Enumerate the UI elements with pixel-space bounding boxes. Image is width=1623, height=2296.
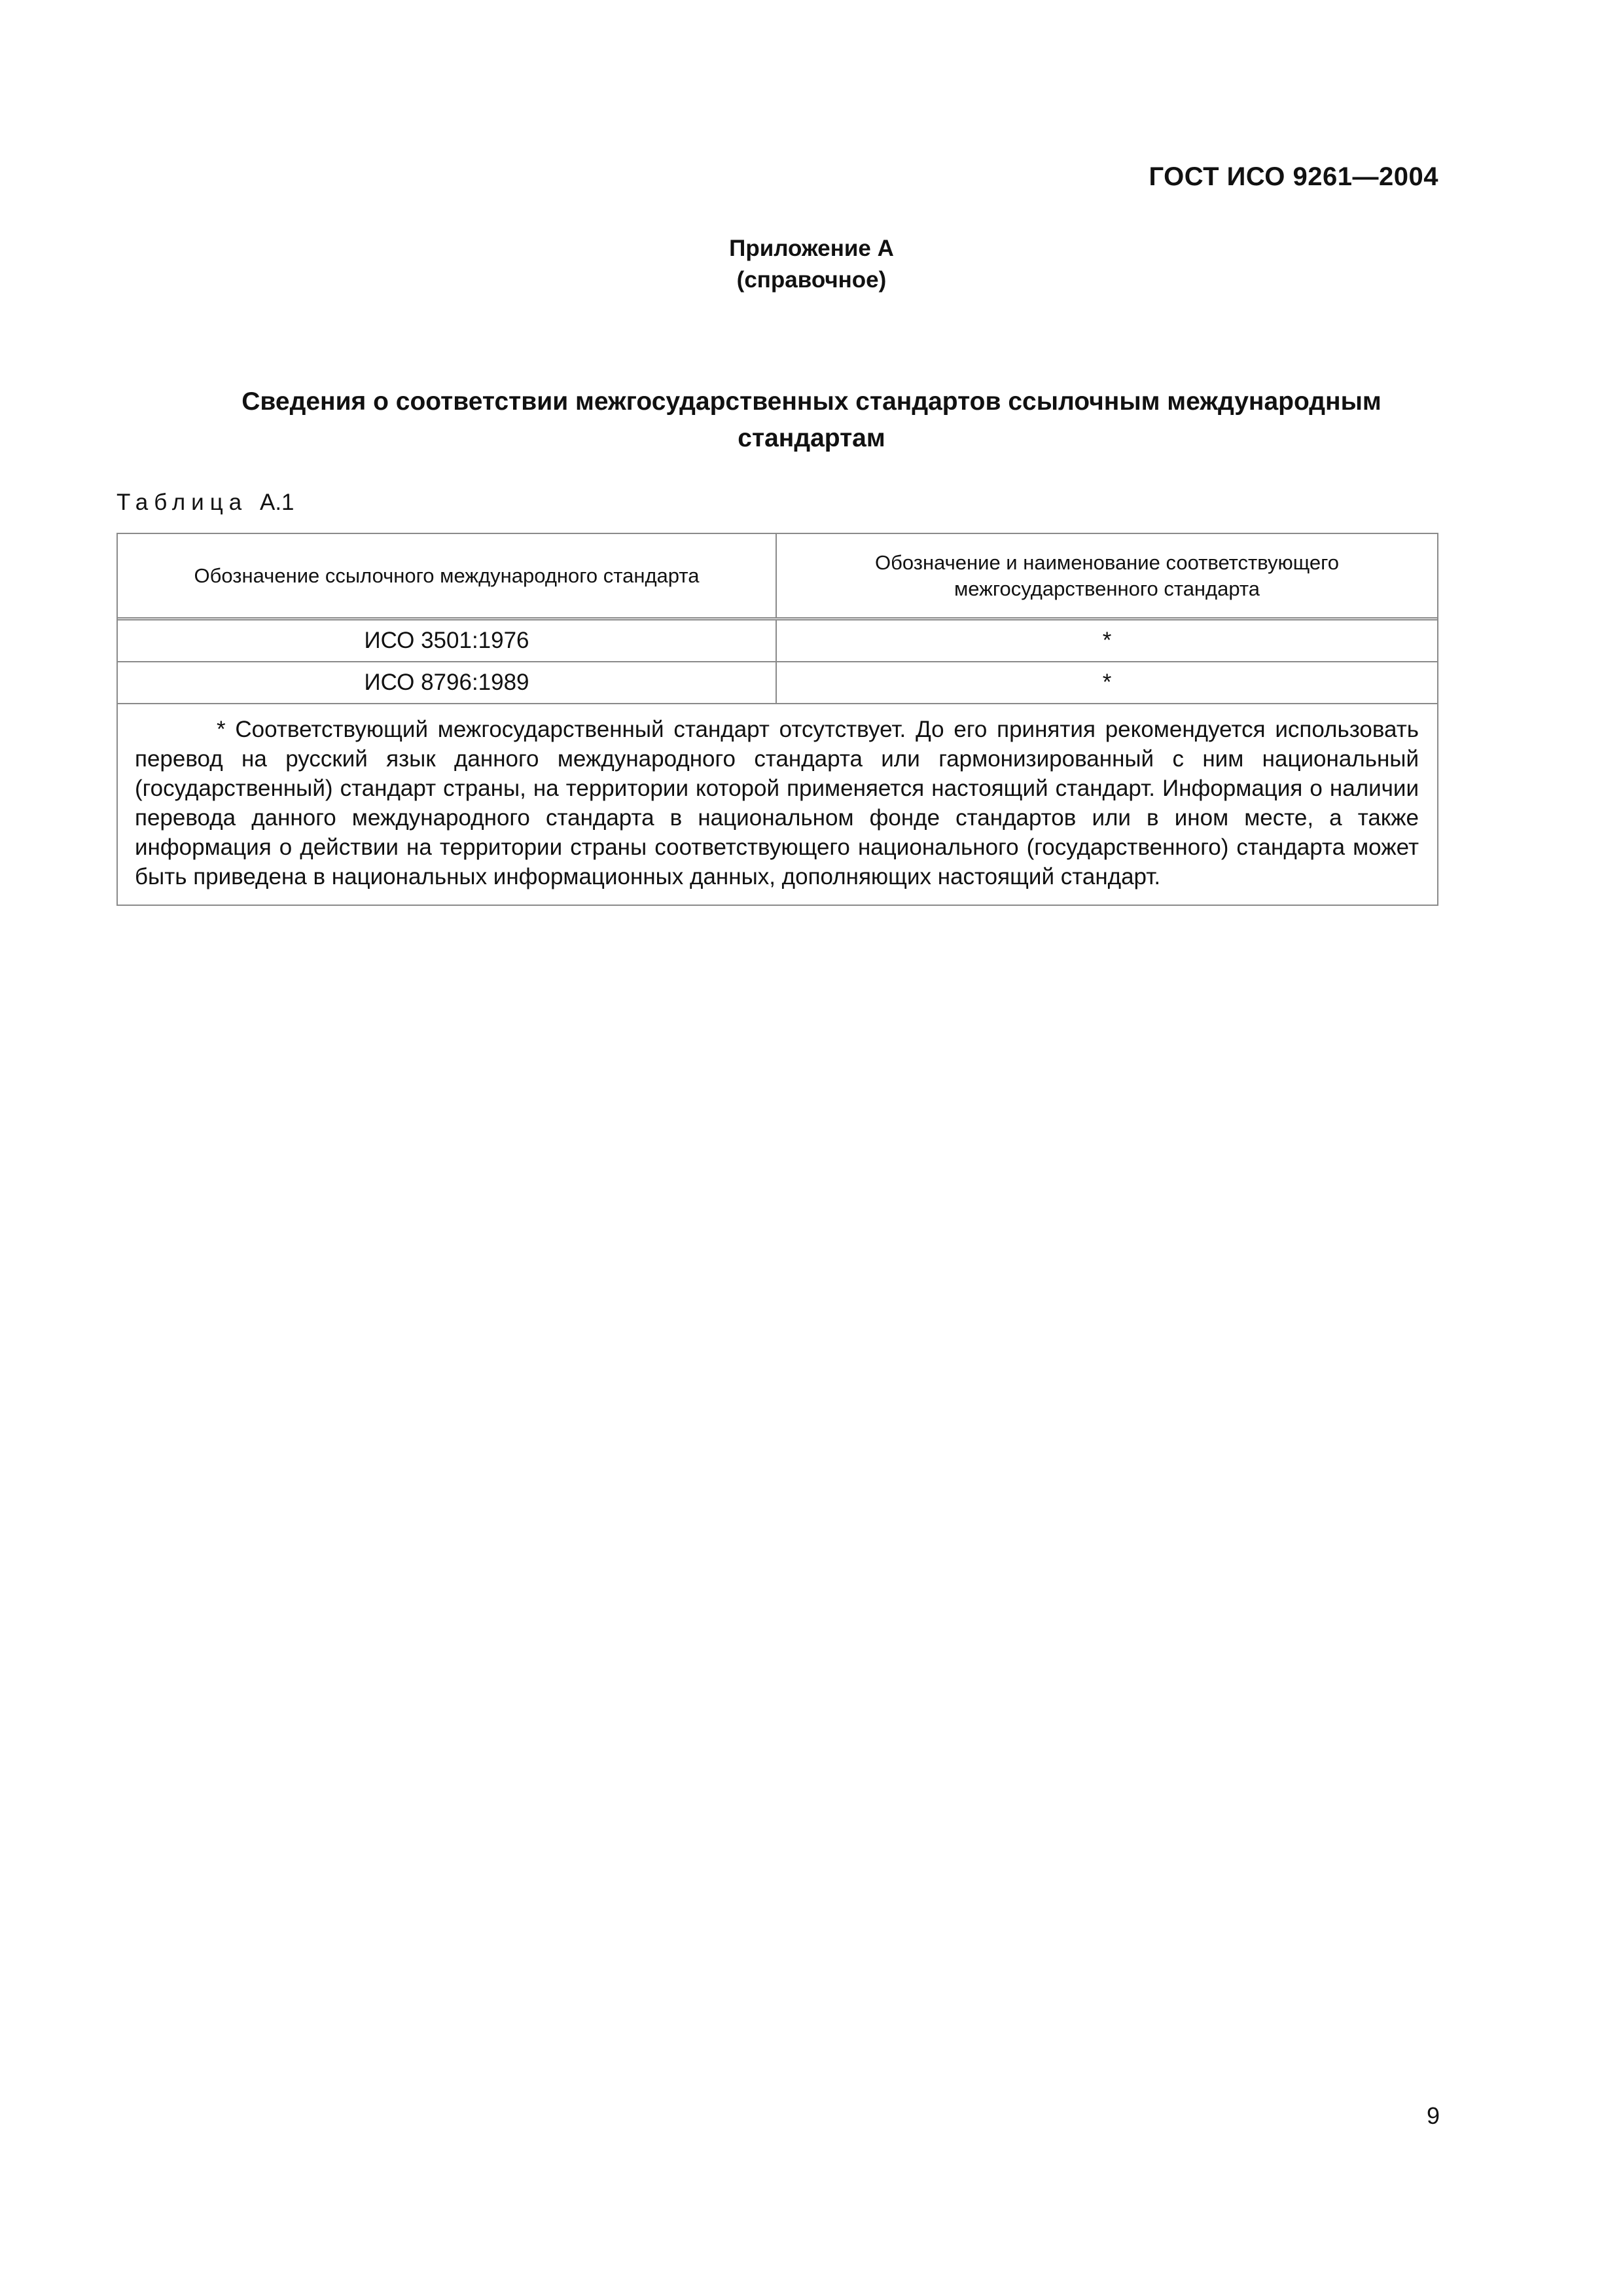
table-caption-word: Таблица bbox=[116, 490, 248, 515]
table-header-row bbox=[118, 534, 1437, 620]
table-footnote: * Соответствующий межгосударственный стандарт отсутствует. До его принятия рекомендуется использовать перевод на русский язык данного международного стандарта или гармонизированный с ним национальный (государственный) стандарт страны, на территории которой применяется настоящий стандарт. Информация о наличии перевода данного международного стандарта в национальном фонде стандартов или в ином месте, а также информация о действии на территории страны соответствующего национального (государственного) стандарта может быть приведена в национальных информационных данных, дополняющих настоящий стандарт. bbox=[135, 717, 1419, 889]
appendix-heading bbox=[0, 233, 1623, 296]
table-caption bbox=[116, 490, 294, 516]
table-cell-interstate-standard: * bbox=[1102, 628, 1112, 653]
standards-table bbox=[116, 533, 1438, 906]
table-cell-interstate-standard: * bbox=[1102, 670, 1112, 695]
page-number: 9 bbox=[1426, 2102, 1440, 2129]
column-header-interstate: Обозначение и наименование соответствующего межгосударственного стандарта bbox=[874, 550, 1340, 600]
column-header-international: Обозначение ссылочного международного стандарта bbox=[118, 534, 777, 617]
table-cell-international-standard: ИСО 8796:1989 bbox=[118, 662, 777, 703]
document-code: ГОСТ ИСО 9261—2004 bbox=[1149, 162, 1438, 191]
appendix-title: Сведения о соответствии межгосударственных стандартов ссылочным международным стандартам bbox=[241, 387, 1382, 452]
table-row bbox=[118, 620, 1437, 662]
table-cell-international-standard: ИСО 3501:1976 bbox=[118, 620, 777, 661]
table-caption-number: А.1 bbox=[259, 490, 294, 515]
table-row bbox=[118, 662, 1437, 704]
appendix-status: (справочное) bbox=[736, 267, 887, 293]
appendix-label: Приложение А bbox=[729, 236, 894, 261]
